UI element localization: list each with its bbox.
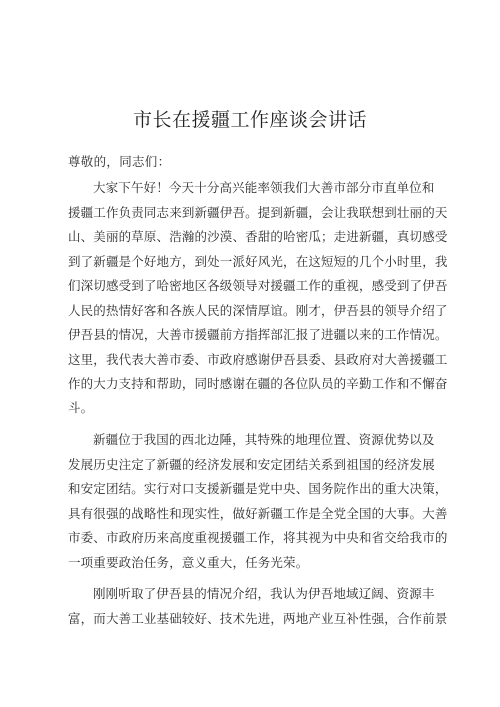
paragraph-1-line-9: 作的大力支持和帮助，同时感谢在疆的各位队员的辛勤工作和不懈奋 xyxy=(68,376,448,391)
paragraph-2-line-3: 和安定团结。实行对口支援新疆是党中央、国务院作出的重大决策， xyxy=(68,481,448,496)
paragraph-1-line-2: 援疆工作负责同志来到新疆伊吾。提到新疆，会让我联想到壮丽的天 xyxy=(68,205,448,220)
paragraph-2-line-4: 具有很强的战略性和现实性，做好新疆工作是全党全国的大事。大善 xyxy=(68,506,448,521)
document-title: 市长在援疆工作座谈会讲话 xyxy=(132,109,367,131)
paragraph-1-line-4: 到了新疆是个好地方，到处一派好风光，在这短短的几个小时里，我 xyxy=(68,254,448,269)
paragraph-2-line-2: 发展历史注定了新疆的经济发展和安定团结关系到祖国的经济发展 xyxy=(68,457,435,472)
paragraph-2-line-5: 市委、市政府历来高度重视援疆工作，将其视为中央和省交给我市的 xyxy=(68,530,448,545)
paragraph-1-line-10: 斗。 xyxy=(68,400,94,415)
paragraph-3-line-2: 富，而大善工业基础较好、技术先进，两地产业互补性强，合作前景 xyxy=(68,611,448,626)
paragraph-3-line-1: 刚刚听取了伊吾县的情况介绍，我认为伊吾地域辽阔、资源丰 xyxy=(93,586,435,601)
paragraph-1-line-1: 大家下午好！今天十分高兴能率领我们大善市部分市直单位和 xyxy=(93,180,435,195)
paragraph-1-line-7: 伊吾县的情况，大善市援疆前方指挥部汇报了进疆以来的工作情况。 xyxy=(68,327,448,342)
paragraph-1-line-3: 山、美丽的草原、浩瀚的沙漠、香甜的哈密瓜；走进新疆，真切感受 xyxy=(68,229,448,244)
salutation: 尊敬的，同志们： xyxy=(68,154,171,169)
paragraph-1-line-5: 们深切感受到了哈密地区各级领导对援疆工作的重视，感受到了伊吾 xyxy=(68,278,448,293)
paragraph-2-line-1: 新疆位于我国的西北边陲，其特殊的地理位置、资源优势以及 xyxy=(93,432,435,447)
paragraph-1-line-8: 这里，我代表大善市委、市政府感谢伊吾县委、县政府对大善援疆工 xyxy=(68,352,448,367)
paragraph-2-line-6: 一项重要政治任务，意义重大，任务光荣。 xyxy=(68,555,309,570)
paragraph-1-line-6: 人民的热情好客和各族人民的深情厚谊。刚才，伊吾县的领导介绍了 xyxy=(68,303,448,318)
